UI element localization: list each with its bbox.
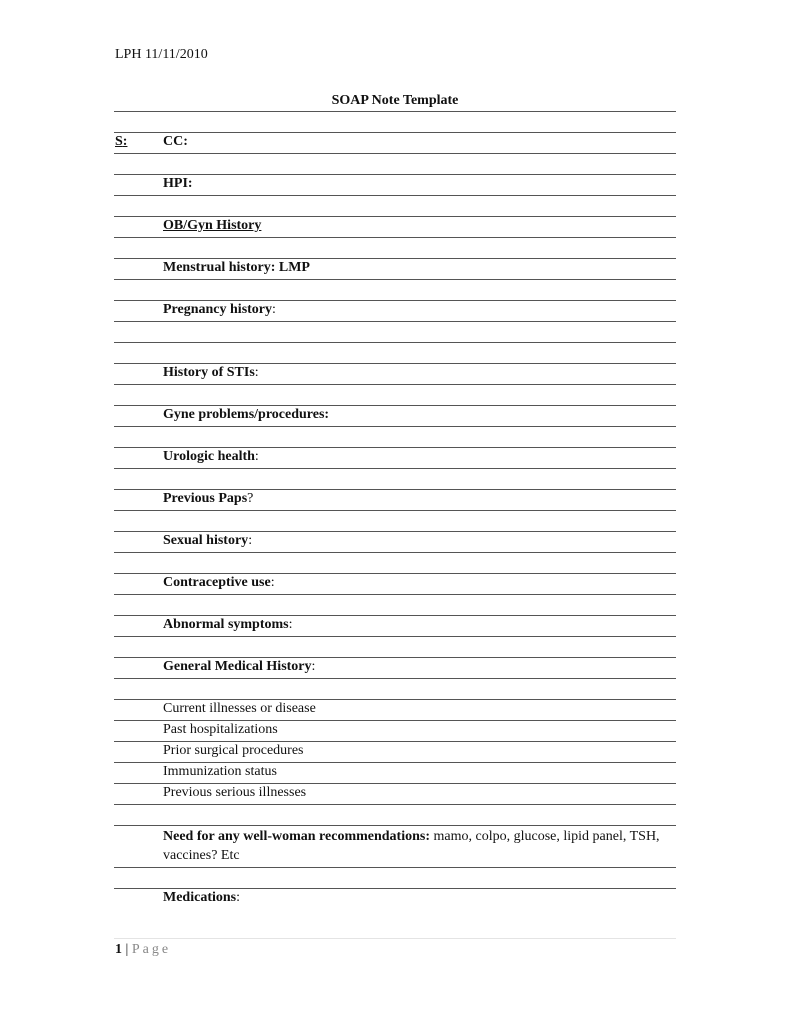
blank-ruled-line[interactable] (114, 238, 676, 259)
field-label-bold: OB/Gyn History (163, 218, 262, 233)
field-label-text: mamo, colpo, glucose, lipid panel, TSH, vaccines? Etc (163, 829, 660, 863)
form-field-row (114, 301, 676, 322)
field-label (163, 405, 666, 424)
section-subjective-label (115, 132, 127, 151)
field-label-text: : (270, 575, 275, 590)
field-label-bold: Need for any well-woman recommendations: (163, 829, 431, 844)
form-field-row (114, 364, 676, 385)
field-label (163, 615, 666, 634)
form-field-row (114, 175, 676, 196)
field-label-bold: Menstrual history: LMP (163, 260, 310, 275)
form-field-row (114, 742, 676, 763)
field-label-bold: Pregnancy history (163, 302, 273, 317)
field-label (163, 174, 666, 193)
form-field-row (114, 406, 676, 427)
footer-separator: | (122, 942, 132, 957)
blank-ruled-line[interactable] (114, 805, 676, 826)
field-label-bold: Sexual history (163, 533, 249, 548)
section-colon: : (122, 134, 128, 149)
field-label (163, 531, 666, 550)
field-label-text: : (254, 449, 259, 464)
field-label-text: ? (247, 491, 254, 506)
field-label-text: : (311, 659, 316, 674)
field-label (163, 300, 666, 319)
form-field-row (114, 763, 676, 784)
field-label (163, 827, 666, 865)
field-label (163, 216, 666, 235)
field-label-bold: CC: (163, 134, 188, 149)
form-field-row (114, 133, 676, 154)
form-field-row (114, 217, 676, 238)
field-label (163, 699, 666, 718)
blank-ruled-line[interactable] (114, 637, 676, 658)
field-label-text: Immunization status (163, 764, 277, 779)
field-label (163, 888, 666, 907)
form-field-row (114, 616, 676, 637)
field-label-bold: Contraceptive use (163, 575, 271, 590)
field-label-text: Past hospitalizations (163, 722, 278, 737)
form-field-row (114, 784, 676, 805)
blank-ruled-line[interactable] (114, 154, 676, 175)
blank-ruled-line[interactable] (114, 469, 676, 490)
form-field-row (114, 721, 676, 742)
field-label (163, 132, 666, 151)
field-label (163, 363, 666, 382)
form-field-row (114, 574, 676, 595)
field-label-text: : (272, 302, 276, 317)
field-label-text: : (254, 365, 259, 380)
form-field-row (114, 259, 676, 280)
field-label (163, 783, 666, 802)
field-label-text: Current illnesses or disease (163, 701, 316, 716)
page-label: Page (131, 942, 172, 957)
form-field-row (114, 700, 676, 721)
document-header: LPH 11/11/2010 (115, 47, 208, 62)
field-label (163, 762, 666, 781)
page-title: SOAP Note Template (331, 93, 459, 108)
field-label (163, 258, 666, 277)
form-field-row (114, 826, 676, 868)
form-field-row (114, 448, 676, 469)
blank-ruled-line[interactable] (114, 868, 676, 889)
field-label-text: Prior surgical procedures (163, 743, 304, 758)
blank-ruled-line[interactable] (114, 553, 676, 574)
form-field-row (114, 658, 676, 679)
field-label-bold: Gyne problems/procedures: (163, 407, 330, 422)
field-label-text: : (236, 890, 240, 905)
form-field-row (114, 490, 676, 511)
field-label-bold: General Medical History (163, 659, 312, 674)
blank-ruled-line[interactable] (114, 196, 676, 217)
blank-ruled-line[interactable] (114, 385, 676, 406)
field-label-bold: Medications (163, 890, 237, 905)
field-label (163, 657, 666, 676)
blank-ruled-line[interactable] (114, 343, 676, 364)
field-label (163, 741, 666, 760)
field-label-text: Previous serious illnesses (163, 785, 307, 800)
blank-ruled-line[interactable] (114, 427, 676, 448)
blank-ruled-line[interactable] (114, 511, 676, 532)
field-label (163, 573, 666, 592)
field-label (163, 447, 666, 466)
blank-ruled-line[interactable] (114, 595, 676, 616)
blank-ruled-line[interactable] (114, 112, 676, 133)
page-footer (115, 942, 171, 958)
field-label-bold: Urologic health (163, 449, 255, 464)
page-number: 1 (115, 942, 122, 957)
field-label-bold: History of STIs (163, 365, 255, 380)
form-field-row (114, 889, 676, 909)
title-row (114, 91, 676, 112)
field-label (163, 489, 666, 508)
section-letter: S (115, 134, 123, 149)
form-field-row (114, 532, 676, 553)
field-label (163, 720, 666, 739)
field-label-text: : (288, 617, 293, 632)
soap-form (114, 91, 676, 909)
field-label-bold: HPI: (163, 176, 193, 191)
footer-divider (114, 938, 676, 939)
field-label-text: : (248, 533, 253, 548)
blank-ruled-line[interactable] (114, 322, 676, 343)
field-label-bold: Abnormal symptoms (163, 617, 289, 632)
blank-ruled-line[interactable] (114, 679, 676, 700)
blank-ruled-line[interactable] (114, 280, 676, 301)
field-label-bold: Previous Paps (163, 491, 248, 506)
